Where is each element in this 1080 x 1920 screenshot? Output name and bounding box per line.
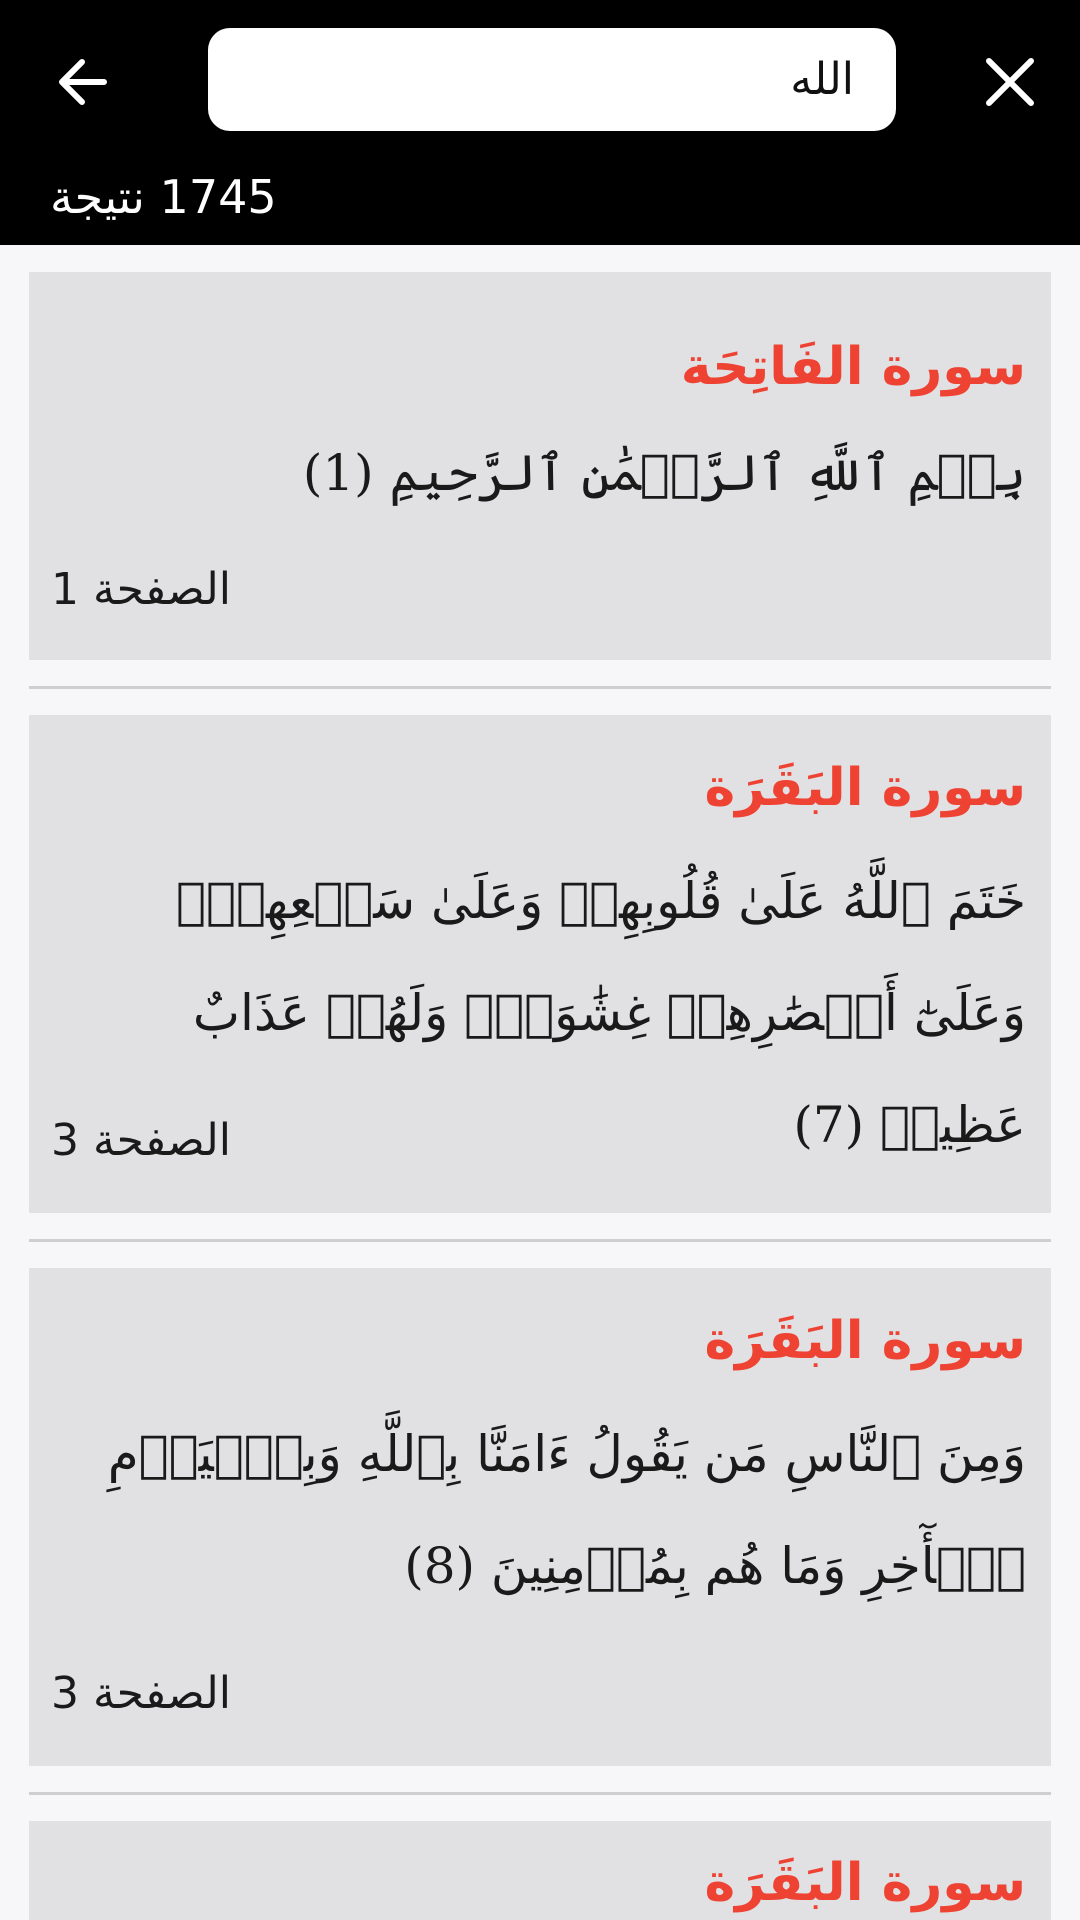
result-card[interactable] xyxy=(29,715,1051,1213)
search-input[interactable] xyxy=(250,54,854,105)
result-card[interactable] xyxy=(29,1821,1051,1920)
result-card[interactable] xyxy=(29,1268,1051,1766)
divider xyxy=(29,1792,1051,1795)
arrow-left-icon xyxy=(54,54,110,110)
verse-text: وَمِنَ ٱلنَّاسِ مَن يَقُولُ ءَامَنَّا بِٱللَّهِ وَبِٱلۡيَوۡمِ ٱلۡأٓخِرِ وَمَا هُم بِمُؤۡمِنِينَ (8) xyxy=(107,1425,1026,1595)
surah-title: سورة البَقَرَة xyxy=(704,758,1026,818)
clear-search-button[interactable] xyxy=(968,40,1052,124)
divider xyxy=(29,686,1051,689)
search-box[interactable] xyxy=(208,28,896,131)
surah-title: سورة البَقَرَة xyxy=(704,1853,1026,1913)
result-count: 1745 نتيجة xyxy=(50,170,277,224)
back-button[interactable] xyxy=(40,40,124,124)
page-number: الصفحة 3 xyxy=(51,1115,232,1166)
result-card[interactable] xyxy=(29,272,1051,660)
page-number: الصفحة 3 xyxy=(51,1668,232,1719)
surah-title: سورة الفَاتِحَة xyxy=(680,337,1026,397)
close-icon xyxy=(983,55,1037,109)
verse-text: بِسۡمِ ٱللَّهِ ٱلرَّحۡمَٰنِ ٱلرَّحِيمِ (1) xyxy=(302,444,1026,502)
page-number: الصفحة 1 xyxy=(51,564,232,615)
surah-title: سورة البَقَرَة xyxy=(704,1311,1026,1371)
verse-text: خَتَمَ ٱللَّهُ عَلَىٰ قُلُوبِهِمۡ وَعَلَىٰ سَمۡعِهِمۡۖ وَعَلَىٰٓ أَبۡصَٰرِهِمۡ غِشَٰوَةٞۖ وَلَهُمۡ عَذَابٌ عَظِيمٞ (7) xyxy=(176,872,1026,1154)
divider xyxy=(29,1239,1051,1242)
search-header xyxy=(0,0,1080,245)
